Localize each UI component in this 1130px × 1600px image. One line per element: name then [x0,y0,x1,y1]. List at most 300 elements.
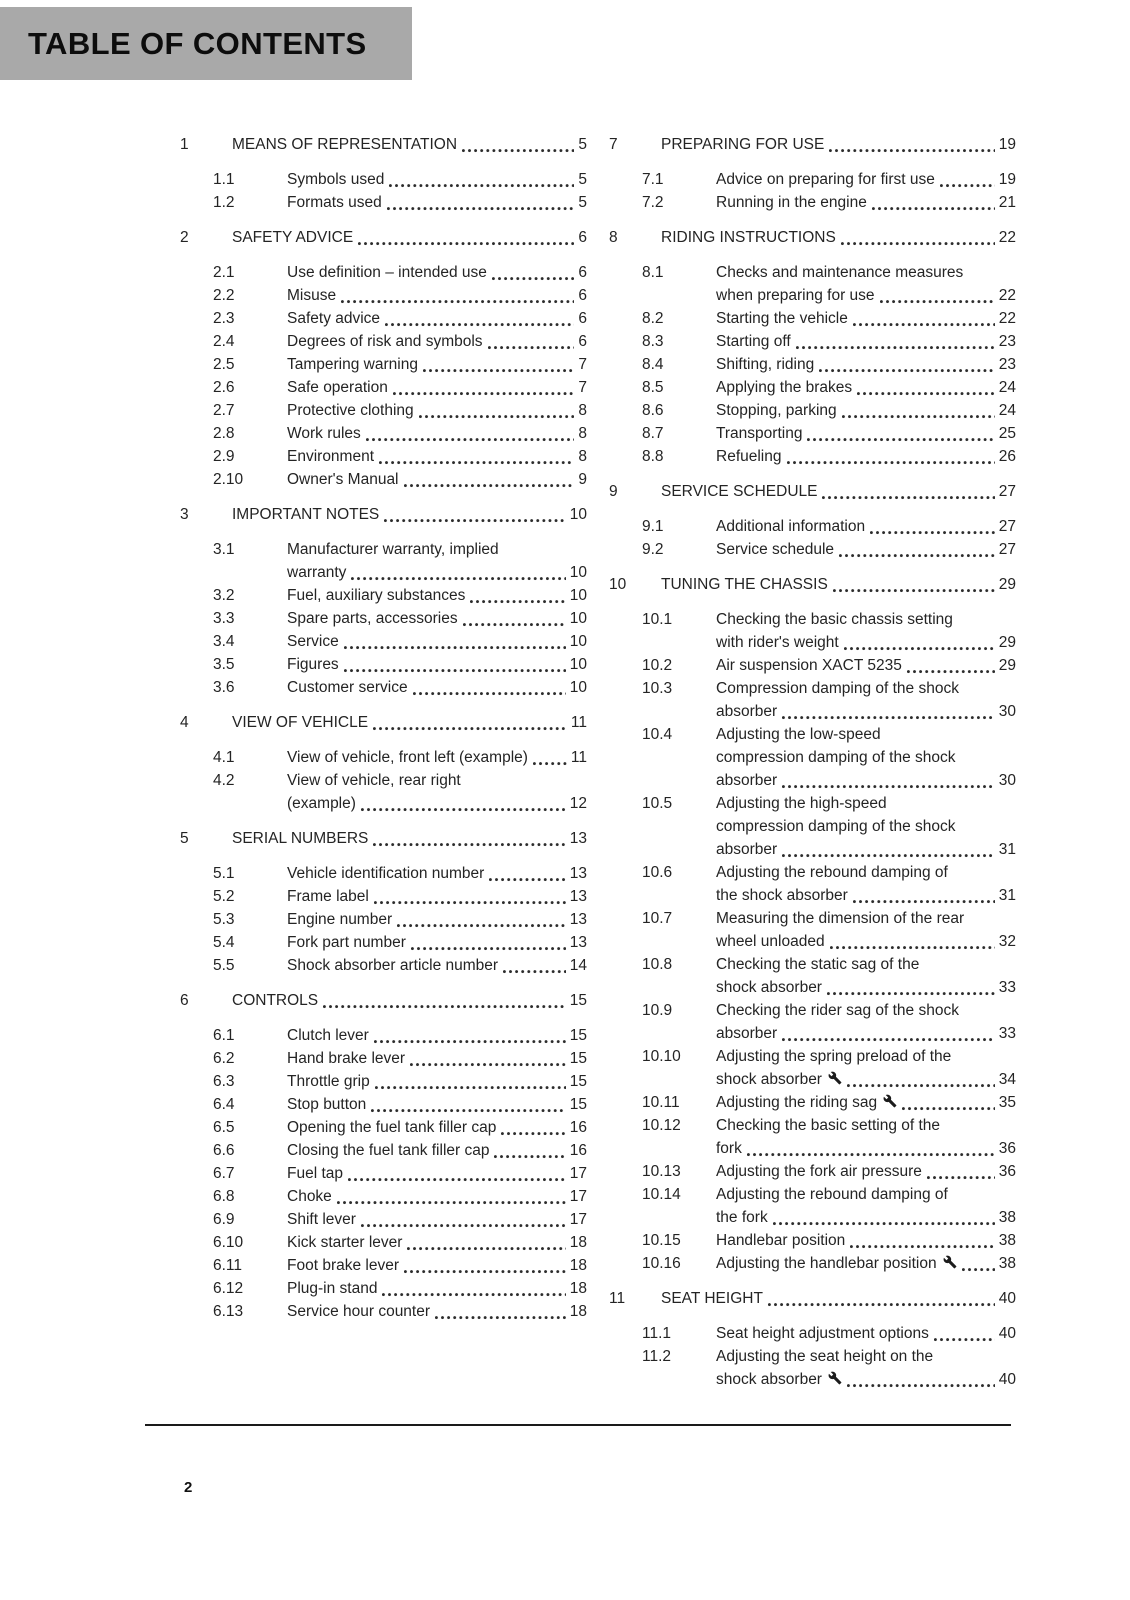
entry-last-line [232,711,587,734]
entry-body [287,676,587,699]
entry-title-line: compression damping of the shock [716,818,956,835]
toc-entry [180,862,587,885]
entry-last-line [716,330,1016,353]
entry-body [716,1252,1016,1275]
dot-leader [880,299,995,304]
entry-number: 9.1 [642,518,664,535]
entry-page: 27 [998,541,1016,558]
entry-title: PREPARING FOR USE [661,136,825,153]
entry-last-line [287,330,587,353]
entry-body [287,1139,587,1162]
entry-last-line [287,445,587,468]
entry-body [716,792,1016,861]
toc-section [609,1287,1016,1391]
toc-section [180,226,587,491]
entry-number: 5.1 [213,865,235,882]
dot-leader [902,1106,995,1111]
entry-page: 6 [578,287,587,304]
entry-number: 5 [180,830,189,847]
entry-title: Fuel tap [287,1165,344,1182]
entry-title-wrap [716,677,1016,700]
entry-page: 11 [570,714,587,731]
entry-body [716,1160,1016,1183]
entry-body [287,630,587,653]
entry-last-line [716,191,1016,214]
entry-title-wrap [716,1045,1016,1068]
entry-title-line: Manufacturer warranty, implied [287,541,499,558]
entry-body [287,1185,587,1208]
entry-last-line [287,1070,587,1093]
dot-leader [773,1221,995,1226]
dot-leader [494,1154,565,1159]
entry-body [716,1091,1016,1114]
entry-body [287,168,587,191]
dot-leader [387,206,575,211]
entry-title-wrap [716,1114,1016,1137]
page-number: 2 [184,1479,193,1496]
entry-page: 13 [569,865,587,882]
entry-last-line [287,1277,587,1300]
toc-entry [180,445,587,468]
dot-leader [404,483,575,488]
toc-entry [180,1116,587,1139]
entry-page: 13 [569,911,587,928]
dot-leader [842,414,995,419]
entry-title: with rider's weight [716,634,839,651]
entry-last-line [287,399,587,422]
toc-entry [180,1024,587,1047]
toc-section [180,133,587,214]
entry-last-line [287,1116,587,1139]
entry-number: 10.10 [642,1048,681,1065]
toc-entry [180,931,587,954]
entry-title: Opening the fuel tank filler cap [287,1119,497,1136]
entry-last-line [287,353,587,376]
toc-section-heading [609,573,1016,596]
dot-leader [351,576,565,581]
toc-entry [609,399,1016,422]
dot-leader [847,1383,995,1388]
entry-title: MEANS OF REPRESENTATION [232,136,458,153]
entry-body [716,330,1016,353]
toc-section-items [609,261,1016,468]
toc-entry [609,1045,1016,1091]
entry-number: 2.1 [213,264,235,281]
entry-body [716,168,1016,191]
entry-page: 35 [998,1094,1016,1111]
toc-section-heading [180,827,587,850]
entry-body [287,1300,587,1323]
toc-entry [609,1345,1016,1391]
entry-last-line [287,1231,587,1254]
entry-body [716,1345,1016,1391]
entry-number: 6.4 [213,1096,235,1113]
entry-title-line: Checking the basic chassis setting [716,611,953,628]
entry-number: 6.9 [213,1211,235,1228]
entry-title-line: Adjusting the high-speed [716,795,887,812]
entry-page: 11 [570,749,587,766]
entry-number: 2.4 [213,333,235,350]
entry-title: SEAT HEIGHT [661,1290,763,1307]
entry-page: 18 [569,1280,587,1297]
entry-number: 3.5 [213,656,235,673]
entry-last-line [716,353,1016,376]
dot-leader [366,437,575,442]
entry-body [716,191,1016,214]
entry-last-line [716,1068,1016,1091]
entry-title: Protective clothing [287,402,414,419]
dot-leader [358,241,574,246]
entry-last-line [716,445,1016,468]
entry-number: 11 [609,1290,626,1307]
entry-page: 16 [569,1119,587,1136]
entry-number: 6.12 [213,1280,244,1297]
entry-number: 7.2 [642,194,664,211]
entry-title: Tampering warning [287,356,418,373]
entry-page: 36 [998,1140,1016,1157]
entry-body [287,769,587,815]
entry-title: Vehicle identification number [287,865,485,882]
entry-number: 8.5 [642,379,664,396]
entry-number: 2.6 [213,379,235,396]
entry-page: 10 [569,564,587,581]
dot-leader [829,148,994,153]
entry-page: 30 [998,703,1016,720]
entry-number: 4.1 [213,749,235,766]
entry-body [716,1183,1016,1229]
entry-page: 10 [569,679,587,696]
entry-number: 8.6 [642,402,664,419]
entry-last-line [287,885,587,908]
entry-number: 2.9 [213,448,235,465]
entry-body [716,1322,1016,1345]
entry-title: Air suspension XACT 5235 [716,657,902,674]
toc-entry [609,422,1016,445]
entry-page: 8 [578,402,587,419]
entry-page: 12 [569,795,587,812]
entry-title-line: Checking the basic setting of the [716,1117,941,1134]
page-header [0,7,412,80]
entry-page: 19 [998,136,1016,153]
entry-last-line [287,607,587,630]
entry-number: 5.4 [213,934,235,951]
dot-leader [462,148,574,153]
toc-entry [609,792,1016,861]
entry-title: Customer service [287,679,408,696]
entry-page: 17 [569,1188,587,1205]
dot-leader [385,322,574,327]
entry-page: 23 [998,333,1016,350]
entry-title: shock absorber [716,1068,842,1091]
entry-page: 23 [998,356,1016,373]
entry-last-line [287,168,587,191]
dot-leader [782,715,995,720]
toc-entry [180,1047,587,1070]
entry-body [716,515,1016,538]
dot-leader [853,899,995,904]
entry-number: 6.7 [213,1165,235,1182]
toc-entry [180,954,587,977]
entry-number: 6.5 [213,1119,235,1136]
entry-page: 6 [578,310,587,327]
entry-number: 10.11 [642,1094,680,1111]
toc-entry [180,376,587,399]
entry-number: 9.2 [642,541,664,558]
dot-leader [361,807,566,812]
toc-section-items [180,746,587,815]
entry-title: Service schedule [716,541,835,558]
dot-leader [940,183,995,188]
entry-last-line [661,1287,1016,1310]
entry-title-wrap [716,861,1016,884]
entry-last-line [716,376,1016,399]
entry-last-line [287,1047,587,1070]
entry-title: Closing the fuel tank filler cap [287,1142,490,1159]
entry-title-wrap [716,608,1016,631]
entry-title-wrap [716,953,1016,976]
entry-number: 7.1 [642,171,664,188]
entry-page: 15 [569,992,587,1009]
entry-body [287,191,587,214]
entry-title: Seat height adjustment options [716,1325,929,1342]
entry-last-line [287,376,587,399]
entry-body [716,677,1016,723]
dot-leader [413,691,566,696]
entry-title-line: Measuring the dimension of the rear [716,910,965,927]
entry-body [287,862,587,885]
toc-entry [180,1070,587,1093]
entry-last-line [716,700,1016,723]
entry-page: 33 [998,1025,1016,1042]
entry-page: 5 [578,194,587,211]
entry-last-line [232,503,587,526]
wrench-icon [883,1094,897,1108]
entry-page: 14 [569,957,587,974]
entry-title: IMPORTANT NOTES [232,506,380,523]
entry-body [716,307,1016,330]
toc-entry [180,1093,587,1116]
toc-entry [180,284,587,307]
dot-leader [870,530,995,535]
entry-number: 3.2 [213,587,235,604]
entry-body [232,711,587,734]
toc-entry [180,353,587,376]
entry-title: Safe operation [287,379,388,396]
toc-entry [609,538,1016,561]
entry-body [232,989,587,1012]
entry-body [661,573,1016,596]
entry-title: fork [716,1140,742,1157]
entry-title: Service hour counter [287,1303,431,1320]
entry-page: 29 [998,576,1016,593]
toc-entry [609,999,1016,1045]
entry-body [716,953,1016,999]
toc-entry [609,168,1016,191]
entry-page: 18 [569,1257,587,1274]
entry-title: the shock absorber [716,887,848,904]
dot-leader [841,241,995,246]
entry-last-line [716,769,1016,792]
entry-number: 10.2 [642,657,673,674]
entry-page: 18 [569,1234,587,1251]
toc-entry [609,330,1016,353]
dot-leader [830,945,995,950]
toc-entry [180,1231,587,1254]
entry-page: 32 [998,933,1016,950]
entry-number: 2 [180,229,189,246]
toc-entry [180,1139,587,1162]
entry-body [287,1231,587,1254]
entry-number: 10.3 [642,680,673,697]
entry-last-line [287,561,587,584]
entry-last-line [287,284,587,307]
entry-page: 10 [569,633,587,650]
entry-last-line [716,168,1016,191]
entry-title: TUNING THE CHASSIS [661,576,828,593]
entry-title: Shock absorber article number [287,957,499,974]
toc-entry [180,676,587,699]
entry-title: Misuse [287,287,337,304]
wrench-icon [828,1071,842,1085]
entry-body [716,445,1016,468]
toc-entry [609,1160,1016,1183]
entry-title-line: Adjusting the spring preload of the [716,1048,952,1065]
entry-title: (example) [287,795,356,812]
entry-last-line [287,1254,587,1277]
toc-entry [180,191,587,214]
entry-number: 10.8 [642,956,673,973]
entry-number: 5.2 [213,888,235,905]
entry-last-line [661,480,1016,503]
entry-title: Adjusting the riding sag [716,1091,897,1114]
entry-body [232,503,587,526]
entry-title: Starting the vehicle [716,310,848,327]
entry-number: 11.1 [642,1325,672,1342]
entry-body [287,330,587,353]
dot-leader [782,853,995,858]
entry-body [287,1254,587,1277]
entry-page: 17 [569,1165,587,1182]
toc-entry [609,445,1016,468]
entry-title: Handlebar position [716,1232,846,1249]
entry-last-line [716,1022,1016,1045]
entry-page: 7 [578,379,587,396]
dot-leader [371,1108,565,1113]
entry-body [287,376,587,399]
toc-entry [180,607,587,630]
entry-last-line [287,954,587,977]
entry-body [716,1229,1016,1252]
entry-number: 8.1 [642,264,664,281]
entry-title-line: Adjusting the rebound damping of [716,864,948,881]
entry-title: warranty [287,564,347,581]
toc-entry [180,399,587,422]
dot-leader [850,1244,994,1249]
dot-leader [348,1177,566,1182]
entry-page: 13 [569,888,587,905]
entry-number: 10.1 [642,611,673,628]
entry-title: Advice on preparing for first use [716,171,935,188]
entry-number: 5.3 [213,911,235,928]
entry-body [287,1162,587,1185]
entry-body [287,399,587,422]
dot-leader [404,1269,566,1274]
dot-leader [419,414,575,419]
entry-title-wrap [716,261,1016,284]
entry-title-line: compression damping of the shock [716,749,956,766]
entry-number: 5.5 [213,957,235,974]
entry-body [287,931,587,954]
entry-last-line [716,884,1016,907]
dot-leader [323,1004,566,1009]
entry-number: 10.6 [642,864,673,881]
entry-body [287,261,587,284]
entry-number: 10.14 [642,1186,681,1203]
entry-body [287,307,587,330]
entry-body [287,1093,587,1116]
entry-number: 10 [609,576,627,593]
entry-last-line [232,226,587,249]
entry-last-line [716,1229,1016,1252]
dot-leader [768,1302,995,1307]
entry-last-line [287,584,587,607]
toc-entry [180,653,587,676]
dot-leader [375,1085,566,1090]
entry-body [716,538,1016,561]
entry-title: Throttle grip [287,1073,370,1090]
entry-title: SERVICE SCHEDULE [661,483,818,500]
entry-number: 6 [180,992,189,1009]
entry-title: Spare parts, accessories [287,610,458,627]
toc-entry [609,608,1016,654]
dot-leader [373,726,567,731]
entry-last-line [716,1368,1016,1391]
entry-page: 6 [578,264,587,281]
entry-number: 6.11 [213,1257,243,1274]
entry-last-line [716,1252,1016,1275]
toc-entry [609,515,1016,538]
dot-leader [822,495,994,500]
entry-last-line [287,1208,587,1231]
toc-entry [609,1229,1016,1252]
entry-number: 2.7 [213,402,235,419]
toc-section [609,226,1016,468]
toc-entry [180,330,587,353]
entry-last-line [716,1160,1016,1183]
entry-last-line [287,676,587,699]
dot-leader [492,276,574,281]
entry-title-line: Adjusting the rebound damping of [716,1186,948,1203]
dot-leader [344,668,566,673]
entry-title: Owner's Manual [287,471,399,488]
dot-leader [503,969,566,974]
entry-number: 1 [180,136,189,153]
entry-page: 15 [569,1096,587,1113]
entry-last-line [287,653,587,676]
entry-title-line: Adjusting the seat height on the [716,1348,934,1365]
entry-last-line [287,1300,587,1323]
toc-entry [180,1162,587,1185]
entry-title: CONTROLS [232,992,319,1009]
entry-title: VIEW OF VEHICLE [232,714,369,731]
dot-leader [844,646,995,651]
entry-body [232,133,587,156]
entry-last-line [716,1091,1016,1114]
entry-number: 3 [180,506,189,523]
entry-body [287,1047,587,1070]
toc-section-heading [609,133,1016,156]
entry-number: 8.8 [642,448,664,465]
